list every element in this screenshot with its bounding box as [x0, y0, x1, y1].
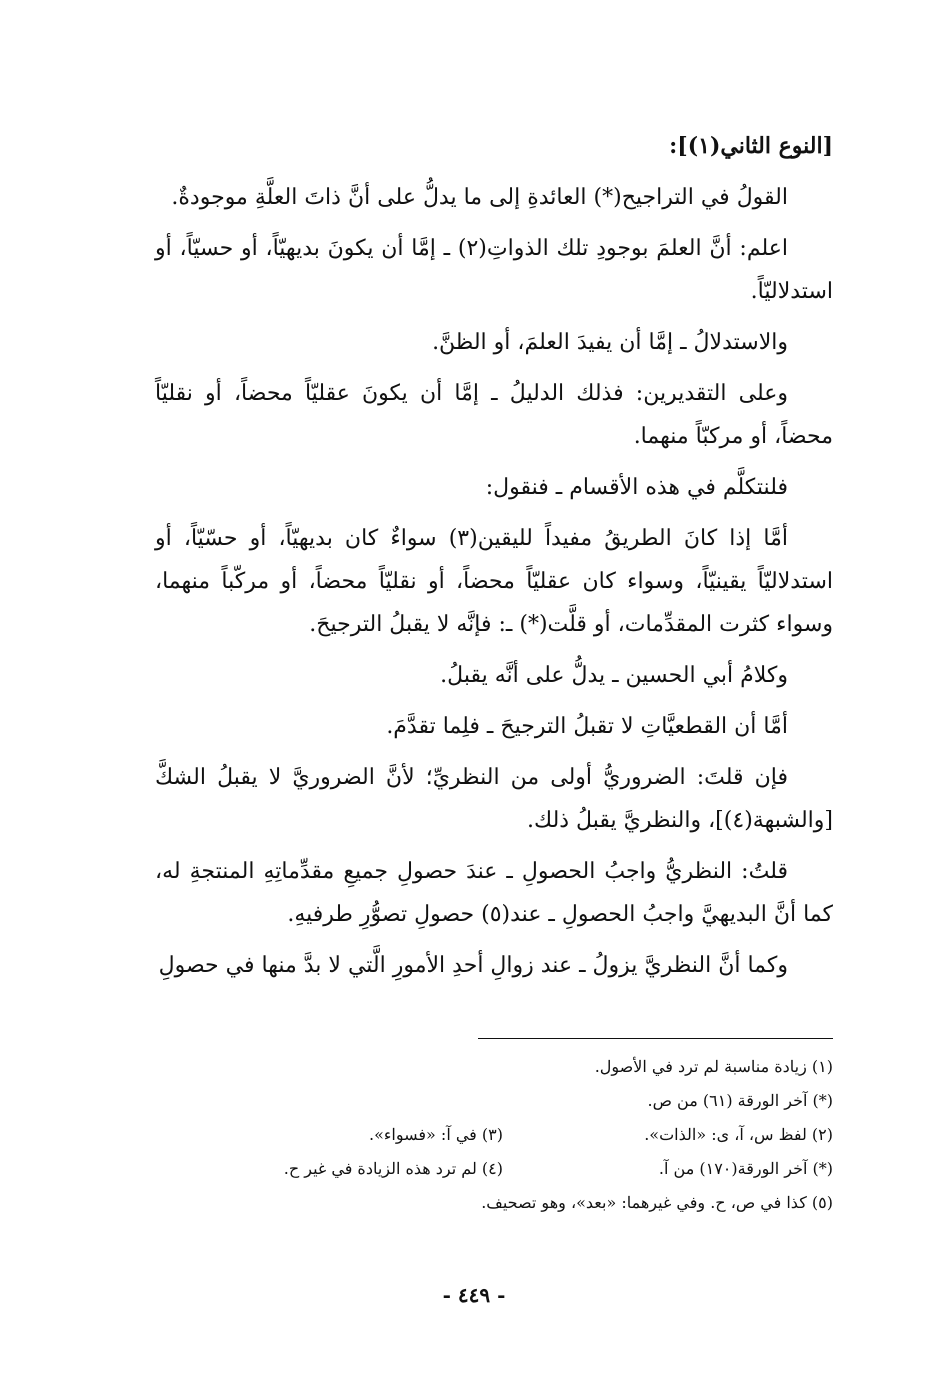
paragraph: اعلم: أنَّ العلمَ بوجودِ تلك الذواتِ(٢) ـ إمَّا أن يكونَ بديهيّاً، أو حسيّاً، أو استدلاليّاً. [155, 236, 833, 304]
paragraph: أمَّا أن القطعيَّاتِ لا تقبلُ الترجيحَ ـ فلِما تقدَّمَ. [386, 714, 788, 739]
footnote: (٥) كذا في ص، ح. وفي غيرهما: «بعد»، وهو تصحيف. [481, 1193, 833, 1212]
footnote: (*) آخر الورقة (٦١) من ص. [647, 1091, 833, 1110]
footnotes [155, 1052, 833, 1222]
paragraph: وعلى التقديرين: فذلك الدليلُ ـ إمَّا أن يكونَ عقليّاً محضاً، أو نقليّاً محضاً، أو مركبّاً منهما. [155, 381, 833, 449]
footnote: (٢) لفظ س، آ، ى: «الذات». [644, 1125, 833, 1144]
paragraph: فلنتكلَّم في هذه الأقسام ـ فنقول: [485, 475, 788, 500]
paragraph: أمَّا إذا كانَ الطريقُ مفيداً لليقين(٣) سواءٌ كان بديهيّاً، أو حسّيّاً، أو استدلاليّاً يقينيّاً، وسواء كان عقليّاً محضاً، أو نقليّاً محضاً، أو مركّباً منهما، وسواء كثرت المقدِّمات، أو قلَّت(*) ـ: فإنَّه لا يقبلُ الترجيحَ. [155, 526, 833, 637]
footnote-row [155, 1154, 833, 1184]
page-number: - ٤٤٩ - [442, 1283, 506, 1307]
footnote: (٤) لم ترد هذه الزيادة في غير ح. [283, 1159, 503, 1178]
main-text [155, 125, 833, 995]
footnote: (١) زيادة مناسبة لم ترد في الأصول. [594, 1057, 833, 1076]
paragraph: والاستدلالُ ـ إمَّا أن يفيدَ العلمَ، أو الظنَّ. [432, 330, 788, 355]
footnote: (*) آخر الورقة(١٧٠) من آ. [658, 1159, 833, 1178]
paragraph: قلتُ: النظريُّ واجبُ الحصولِ ـ عندَ حصولِ جميعِ مقدِّماتِهِ المنتجةِ له، كما أنَّ البديهيَّ واجبُ الحصولِ ـ عند(٥) حصولِ تصوُّرِ طرفيهِ. [155, 859, 833, 927]
section-heading: [النوع الثاني(١)]: [669, 133, 833, 159]
paragraph: وكلامُ أبي الحسين ـ يدلُّ على أنَّه يقبلُ. [440, 663, 788, 688]
footnote: (٣) في آ: «فسواء». [369, 1125, 503, 1144]
paragraph: فإن قلتَ: الضروريُّ أولى من النظريِّ؛ لأنَّ الضروريَّ لا يقبلُ الشكَّ [والشبهة(٤)]، والنظريَّ يقبلُ ذلك. [155, 765, 833, 833]
footnote-divider [478, 1038, 833, 1039]
paragraph: وكما أنَّ النظريَّ يزولُ ـ عند زوالِ أحدِ الأمورِ الَّتي لا بدَّ منها في حصولِ [158, 953, 788, 978]
footnote-row [155, 1120, 833, 1150]
paragraph: القولُ في التراجيح(*) العائدةِ إلى ما يدلُّ على أنَّ ذاتَ العلَّةِ موجودةٌ. [171, 185, 788, 210]
